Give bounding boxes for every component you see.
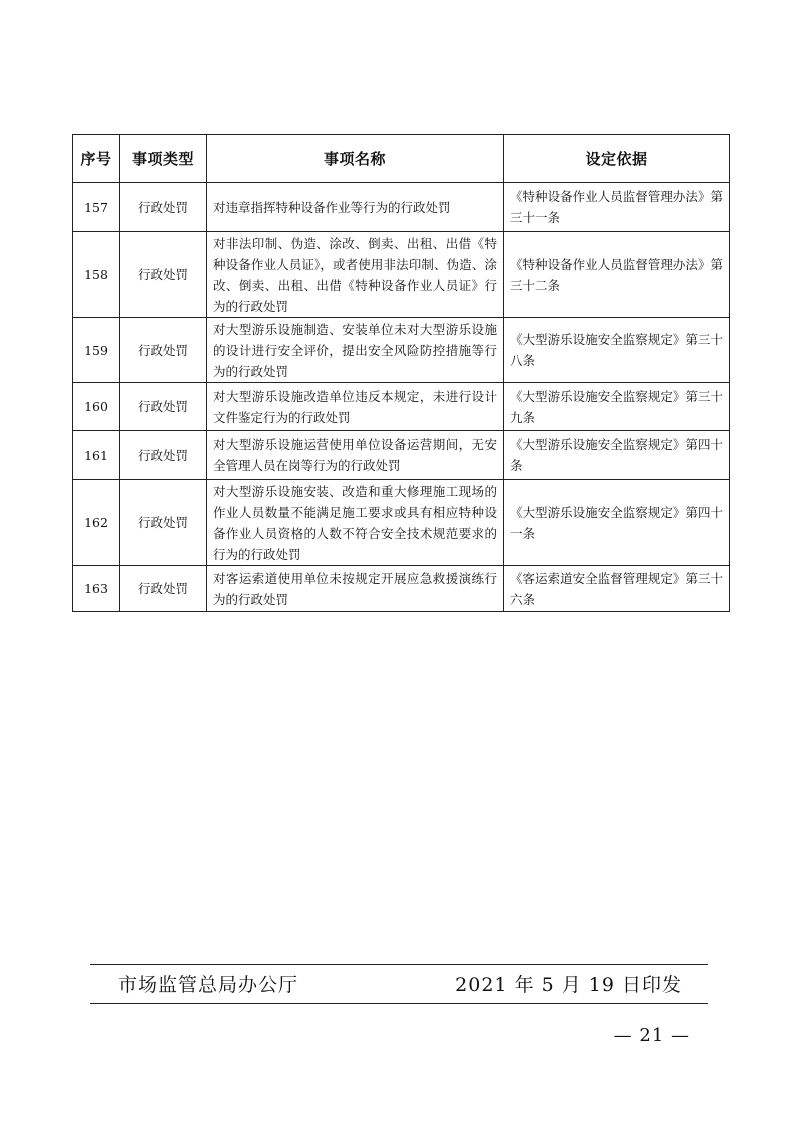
footer-divider-top — [90, 964, 708, 965]
row-basis: 《大型游乐设施安全监察规定》第三十八条 — [504, 318, 730, 383]
row-type: 行政处罚 — [120, 480, 207, 566]
row-no: 160 — [73, 383, 120, 431]
row-basis: 《大型游乐设施安全监察规定》第四十一条 — [504, 480, 730, 566]
row-no: 163 — [73, 566, 120, 612]
row-name: 对违章指挥特种设备作业等行为的行政处罚 — [207, 183, 504, 232]
table-header-row — [73, 135, 730, 183]
row-no: 161 — [73, 431, 120, 480]
header-basis: 设定依据 — [504, 135, 730, 183]
row-name: 对大型游乐设施运营使用单位设备运营期间，无安全管理人员在岗等行为的行政处罚 — [207, 431, 504, 480]
page-number: — 21 — — [613, 1025, 690, 1046]
table-row — [73, 232, 730, 318]
row-type: 行政处罚 — [120, 383, 207, 431]
row-no: 159 — [73, 318, 120, 383]
issue-date: 2021 年 5 月 19 日印发 — [455, 974, 682, 996]
table-row — [73, 383, 730, 431]
table-row — [73, 480, 730, 566]
issuer: 市场监管总局办公厅 — [118, 974, 299, 996]
row-name: 对大型游乐设施安装、改造和重大修理施工现场的作业人员数量不能满足施工要求或具有相应特种设备作业人员资格的人数不符合安全技术规范要求的行为的行政处罚 — [207, 480, 504, 566]
row-type: 行政处罚 — [120, 183, 207, 232]
row-basis: 《特种设备作业人员监督管理办法》第三十二条 — [504, 232, 730, 318]
table-row — [73, 183, 730, 232]
table-row — [73, 566, 730, 612]
footer-divider-bottom — [90, 1003, 708, 1004]
row-basis: 《特种设备作业人员监督管理办法》第三十一条 — [504, 183, 730, 232]
row-type: 行政处罚 — [120, 232, 207, 318]
row-basis: 《客运索道安全监督管理规定》第三十六条 — [504, 566, 730, 612]
row-no: 158 — [73, 232, 120, 318]
table-row — [73, 318, 730, 383]
table-row — [73, 431, 730, 480]
header-type: 事项类型 — [120, 135, 207, 183]
header-name: 事项名称 — [207, 135, 504, 183]
matters-table — [72, 134, 730, 612]
header-no: 序号 — [73, 135, 120, 183]
row-name: 对客运索道使用单位未按规定开展应急救援演练行为的行政处罚 — [207, 566, 504, 612]
row-basis: 《大型游乐设施安全监察规定》第三十九条 — [504, 383, 730, 431]
row-name: 对非法印制、伪造、涂改、倒卖、出租、出借《特种设备作业人员证》，或者使用非法印制、伪造、涂改、倒卖、出租、出借《特种设备作业人员证》行为的行政处罚 — [207, 232, 504, 318]
row-basis: 《大型游乐设施安全监察规定》第四十条 — [504, 431, 730, 480]
row-no: 157 — [73, 183, 120, 232]
row-name: 对大型游乐设施制造、安装单位未对大型游乐设施的设计进行安全评价，提出安全风险防控措施等行为的行政处罚 — [207, 318, 504, 383]
row-type: 行政处罚 — [120, 566, 207, 612]
row-type: 行政处罚 — [120, 318, 207, 383]
row-name: 对大型游乐设施改造单位违反本规定，未进行设计文件鉴定行为的行政处罚 — [207, 383, 504, 431]
row-no: 162 — [73, 480, 120, 566]
row-type: 行政处罚 — [120, 431, 207, 480]
